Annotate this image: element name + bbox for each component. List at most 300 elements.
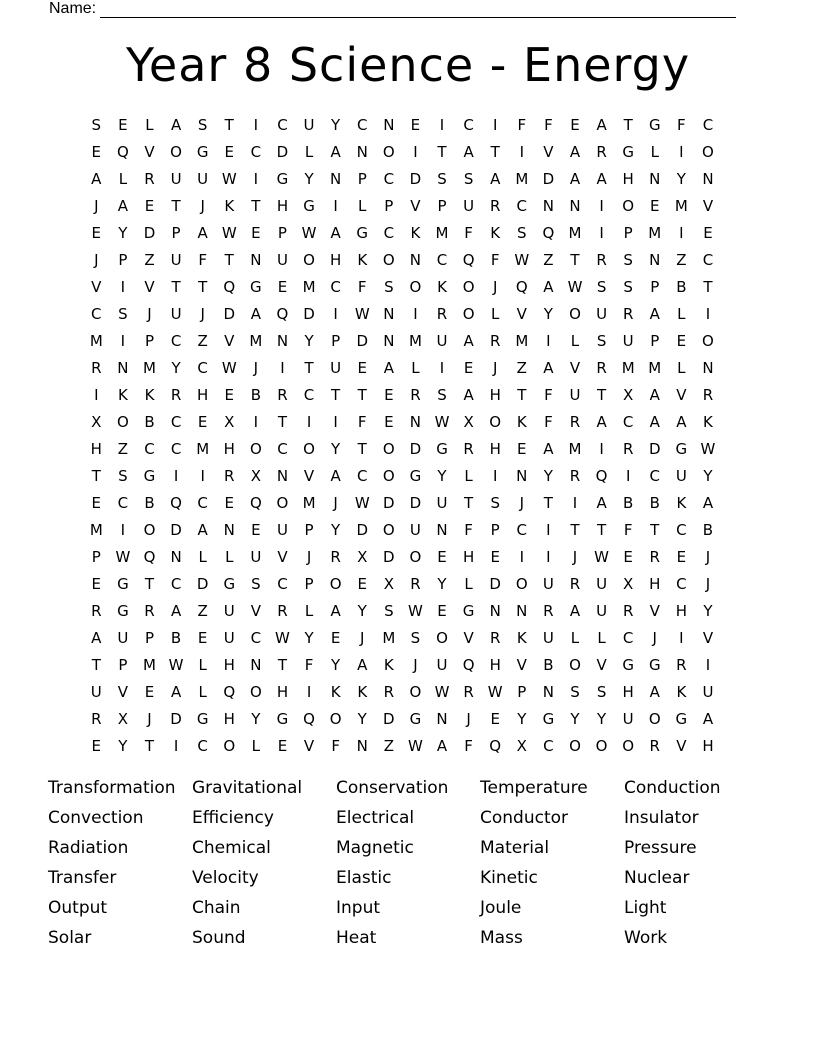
grid-letter: G xyxy=(356,224,369,242)
grid-letter: G xyxy=(196,143,209,161)
grid-letter: J xyxy=(306,548,312,566)
grid-letter: W xyxy=(221,224,237,242)
grid-letter: E xyxy=(224,386,234,404)
grid-letter: H xyxy=(702,737,714,755)
grid-letter: O xyxy=(329,575,342,593)
grid-letter: R xyxy=(410,575,421,593)
grid-letter: Y xyxy=(357,710,367,728)
grid-row xyxy=(83,220,721,247)
grid-letter: J xyxy=(705,548,711,566)
grid-letter: X xyxy=(224,413,235,431)
word-list-item: Nuclear xyxy=(624,868,690,888)
word-list-item: Magnetic xyxy=(336,838,414,858)
grid-letter: B xyxy=(144,494,155,512)
grid-letter: S xyxy=(596,278,607,296)
grid-letter: A xyxy=(649,413,660,431)
name-field[interactable] xyxy=(49,0,736,18)
grid-letter: T xyxy=(703,278,713,296)
grid-letter: A xyxy=(383,359,394,377)
grid-letter: T xyxy=(224,251,234,269)
grid-letter: D xyxy=(409,494,422,512)
grid-letter: E xyxy=(118,116,128,134)
grid-letter: A xyxy=(117,197,129,215)
grid-letter: J xyxy=(466,710,471,728)
grid-letter: Y xyxy=(331,440,341,458)
grid-letter: R xyxy=(596,251,607,269)
grid-letter: G xyxy=(223,575,236,593)
grid-letter: O xyxy=(622,737,635,755)
grid-letter: N xyxy=(250,656,262,674)
grid-letter: M xyxy=(249,332,263,350)
grid-letter: R xyxy=(144,170,155,188)
grid-letter: Y xyxy=(570,710,580,728)
grid-letter: N xyxy=(436,710,448,728)
grid-letter: G xyxy=(648,656,661,674)
grid-letter: J xyxy=(492,278,498,296)
grid-letter: N xyxy=(436,521,448,539)
grid-letter: L xyxy=(225,548,234,566)
grid-row xyxy=(83,490,721,517)
grid-letter: E xyxy=(197,629,208,647)
grid-letter: R xyxy=(622,602,634,620)
grid-letter: D xyxy=(143,224,156,242)
grid-letter: Y xyxy=(304,629,314,647)
grid-letter: W xyxy=(514,251,530,269)
grid-letter: H xyxy=(649,575,661,593)
grid-letter: C xyxy=(303,386,315,404)
grid-letter: F xyxy=(517,116,527,134)
grid-letter: T xyxy=(437,143,447,161)
grid-letter: R xyxy=(91,710,102,728)
grid-letter: E xyxy=(410,116,421,134)
grid-letter: P xyxy=(384,197,394,215)
grid-letter: T xyxy=(596,521,607,539)
grid-letter: Z xyxy=(197,332,208,350)
grid-letter: J xyxy=(413,656,418,674)
grid-letter: R xyxy=(489,629,501,647)
grid-letter: G xyxy=(276,170,289,188)
grid-letter: U xyxy=(170,305,182,323)
grid-letter: I xyxy=(333,305,338,323)
grid-letter: W xyxy=(354,305,370,323)
grid-letter: P xyxy=(357,170,367,188)
grid-row xyxy=(83,193,721,220)
grid-letter: J xyxy=(94,251,99,269)
grid-letter: I xyxy=(280,359,285,377)
grid-row xyxy=(83,679,721,706)
grid-letter: C xyxy=(330,278,341,296)
grid-letter: G xyxy=(143,467,156,485)
grid-letter: T xyxy=(171,278,181,296)
grid-letter: V xyxy=(224,332,235,350)
grid-letter: O xyxy=(303,440,315,458)
grid-letter: E xyxy=(91,575,102,593)
grid-letter: L xyxy=(304,143,314,161)
word-search-grid xyxy=(83,112,721,760)
grid-letter: Q xyxy=(515,278,528,296)
grid-letter: N xyxy=(223,521,235,539)
word-list-item: Kinetic xyxy=(480,868,538,888)
grid-letter: X xyxy=(516,737,527,755)
grid-letter: D xyxy=(170,710,182,728)
grid-letter: C xyxy=(170,575,182,593)
grid-letter: L xyxy=(491,305,500,323)
grid-letter: W xyxy=(168,656,184,674)
grid-letter: U xyxy=(90,683,102,701)
grid-letter: X xyxy=(250,467,261,485)
grid-letter: B xyxy=(649,494,660,512)
grid-letter: W xyxy=(221,359,237,377)
grid-letter: I xyxy=(120,332,126,350)
grid-letter: I xyxy=(625,467,631,485)
grid-letter: O xyxy=(702,332,714,350)
name-underline xyxy=(100,3,736,18)
grid-letter: U xyxy=(542,629,554,647)
grid-letter: F xyxy=(304,656,314,674)
grid-letter: G xyxy=(303,197,315,215)
grid-letter: Z xyxy=(383,737,394,755)
grid-letter: S xyxy=(197,116,208,134)
grid-letter: U xyxy=(569,386,581,404)
grid-letter: C xyxy=(436,251,448,269)
grid-letter: U xyxy=(117,629,129,647)
grid-letter: I xyxy=(253,170,259,188)
grid-letter: I xyxy=(120,278,126,296)
grid-letter: A xyxy=(543,359,554,377)
grid-letter: W xyxy=(594,548,609,566)
grid-letter: C xyxy=(622,413,634,431)
grid-letter: C xyxy=(170,332,182,350)
grid-letter: G xyxy=(409,467,422,485)
grid-letter: I xyxy=(253,413,259,431)
grid-letter: T xyxy=(144,575,155,593)
grid-letter: R xyxy=(330,548,341,566)
grid-letter: D xyxy=(648,440,661,458)
grid-letter: A xyxy=(463,332,474,350)
word-list-item: Material xyxy=(480,838,550,858)
grid-letter: H xyxy=(622,683,634,701)
grid-letter: U xyxy=(542,575,554,593)
grid-letter: V xyxy=(250,602,261,620)
grid-letter: V xyxy=(702,197,714,215)
grid-letter: I xyxy=(546,521,551,539)
grid-letter: A xyxy=(197,521,208,539)
grid-letter: G xyxy=(436,440,448,458)
grid-letter: U xyxy=(436,332,448,350)
grid-letter: S xyxy=(490,494,500,512)
grid-letter: R xyxy=(596,359,607,377)
grid-letter: I xyxy=(679,143,684,161)
grid-letter: T xyxy=(623,116,633,134)
grid-letter: K xyxy=(703,413,713,431)
grid-letter: Y xyxy=(676,170,686,188)
grid-letter: M xyxy=(435,224,449,242)
grid-letter: G xyxy=(276,710,289,728)
grid-letter: E xyxy=(650,197,660,215)
grid-letter: R xyxy=(596,143,607,161)
grid-letter: K xyxy=(144,386,155,404)
grid-row xyxy=(83,382,721,409)
grid-letter: M xyxy=(302,494,316,512)
grid-letter: G xyxy=(648,116,661,134)
grid-letter: N xyxy=(276,467,289,485)
grid-letter: E xyxy=(251,224,261,242)
grid-letter: G xyxy=(462,602,475,620)
grid-letter: O xyxy=(143,521,156,539)
grid-letter: H xyxy=(197,386,209,404)
grid-letter: P xyxy=(304,521,314,539)
grid-letter: U xyxy=(276,521,288,539)
grid-letter: S xyxy=(251,575,261,593)
grid-letter: I xyxy=(173,737,179,755)
grid-letter: R xyxy=(463,440,474,458)
grid-letter: P xyxy=(144,629,154,647)
grid-letter: Y xyxy=(304,332,314,350)
grid-letter: U xyxy=(223,629,235,647)
word-list-item: Gravitational xyxy=(192,778,303,798)
grid-row xyxy=(83,544,721,571)
grid-letter: J xyxy=(147,710,152,728)
grid-letter: O xyxy=(409,278,422,296)
grid-letter: D xyxy=(383,548,395,566)
grid-letter: D xyxy=(542,170,555,188)
grid-letter: E xyxy=(197,413,208,431)
grid-letter: R xyxy=(649,737,660,755)
grid-letter: U xyxy=(675,467,687,485)
grid-letter: W xyxy=(487,683,503,701)
grid-row xyxy=(83,247,721,274)
grid-letter: G xyxy=(675,710,688,728)
grid-letter: Q xyxy=(249,494,262,512)
word-list-item: Transfer xyxy=(48,868,117,888)
word-list-item: Heat xyxy=(336,928,377,948)
grid-letter: V xyxy=(463,629,474,647)
grid-letter: R xyxy=(463,683,474,701)
grid-letter: P xyxy=(650,332,660,350)
grid-letter: Y xyxy=(543,467,553,485)
word-list-item: Output xyxy=(48,898,108,918)
grid-letter: O xyxy=(116,413,129,431)
grid-letter: A xyxy=(543,278,554,296)
grid-letter: S xyxy=(410,629,421,647)
grid-letter: Z xyxy=(117,440,129,458)
grid-letter: H xyxy=(276,683,289,701)
word-list-item: Joule xyxy=(480,898,522,918)
grid-letter: C xyxy=(516,197,528,215)
grid-letter: C xyxy=(250,629,262,647)
word-list-item: Work xyxy=(624,928,668,948)
grid-letter: M xyxy=(568,440,582,458)
grid-letter: R xyxy=(277,602,288,620)
grid-letter: U xyxy=(622,332,634,350)
grid-letter: C xyxy=(516,521,528,539)
grid-letter: T xyxy=(464,494,474,512)
grid-row xyxy=(83,436,721,463)
grid-letter: E xyxy=(357,359,367,377)
grid-letter: I xyxy=(94,386,99,404)
grid-letter: Q xyxy=(542,224,555,242)
word-list-item: Electrical xyxy=(336,808,415,828)
grid-letter: F xyxy=(331,737,340,755)
grid-letter: E xyxy=(91,143,102,161)
grid-letter: I xyxy=(200,467,205,485)
grid-letter: Y xyxy=(437,575,447,593)
grid-letter: M xyxy=(143,359,156,377)
grid-letter: Q xyxy=(170,494,182,512)
grid-letter: O xyxy=(569,656,581,674)
grid-letter: C xyxy=(649,467,660,485)
grid-letter: C xyxy=(622,629,634,647)
grid-letter: K xyxy=(117,386,128,404)
grid-letter: M xyxy=(382,629,396,647)
grid-letter: K xyxy=(224,197,235,215)
grid-letter: E xyxy=(224,494,234,512)
grid-letter: H xyxy=(675,602,687,620)
grid-letter: W xyxy=(115,548,131,566)
grid-letter: H xyxy=(489,386,501,404)
grid-letter: D xyxy=(383,710,395,728)
grid-row xyxy=(83,652,721,679)
grid-letter: V xyxy=(702,629,714,647)
grid-letter: C xyxy=(197,494,208,512)
grid-letter: V xyxy=(277,548,288,566)
grid-row xyxy=(83,571,721,598)
grid-letter: Y xyxy=(543,305,553,323)
grid-letter: S xyxy=(623,251,633,269)
grid-letter: A xyxy=(569,602,581,620)
grid-letter: J xyxy=(147,305,152,323)
grid-row xyxy=(83,328,721,355)
grid-letter: T xyxy=(650,521,660,539)
grid-letter: R xyxy=(383,683,395,701)
grid-letter: N xyxy=(649,170,661,188)
grid-letter: G xyxy=(622,143,634,161)
grid-letter: O xyxy=(170,143,182,161)
grid-letter: Y xyxy=(118,737,128,755)
grid-letter: C xyxy=(383,224,395,242)
grid-letter: C xyxy=(277,116,288,134)
grid-letter: L xyxy=(198,656,207,674)
grid-letter: H xyxy=(223,656,235,674)
grid-letter: I xyxy=(519,143,525,161)
grid-letter: R xyxy=(489,332,501,350)
grid-letter: O xyxy=(382,440,395,458)
grid-letter: T xyxy=(91,656,101,674)
grid-letter: P xyxy=(517,683,527,701)
grid-letter: I xyxy=(333,413,338,431)
grid-letter: V xyxy=(117,683,129,701)
grid-letter: O xyxy=(648,710,661,728)
grid-letter: U xyxy=(622,710,634,728)
grid-letter: V xyxy=(516,656,527,674)
grid-letter: O xyxy=(329,710,342,728)
grid-letter: T xyxy=(543,494,553,512)
grid-letter: N xyxy=(250,251,262,269)
grid-letter: A xyxy=(91,170,102,188)
word-list-item: Convection xyxy=(48,808,144,828)
grid-letter: A xyxy=(569,170,581,188)
grid-letter: F xyxy=(544,116,553,134)
grid-letter: A xyxy=(170,602,182,620)
grid-letter: T xyxy=(91,467,101,485)
grid-letter: B xyxy=(543,656,554,674)
grid-letter: W xyxy=(700,440,716,458)
grid-letter: A xyxy=(596,413,607,431)
grid-letter: N xyxy=(276,332,289,350)
grid-letter: A xyxy=(436,737,448,755)
grid-letter: E xyxy=(623,548,633,566)
grid-letter: F xyxy=(544,386,553,404)
grid-letter: L xyxy=(118,170,128,188)
grid-letter: R xyxy=(649,548,660,566)
grid-letter: E xyxy=(570,116,580,134)
grid-letter: O xyxy=(223,737,236,755)
grid-letter: L xyxy=(464,467,473,485)
grid-letter: J xyxy=(94,197,99,215)
grid-letter: M xyxy=(648,224,662,242)
word-list-item: Elastic xyxy=(336,868,392,888)
word-list-item: Velocity xyxy=(192,868,259,888)
grid-letter: I xyxy=(333,197,338,215)
grid-letter: F xyxy=(464,224,473,242)
grid-letter: D xyxy=(409,170,422,188)
grid-row xyxy=(83,733,721,760)
grid-letter: P xyxy=(118,656,128,674)
grid-letter: M xyxy=(89,332,103,350)
grid-letter: P xyxy=(437,197,447,215)
grid-letter: O xyxy=(622,197,635,215)
grid-letter: U xyxy=(197,170,209,188)
grid-letter: A xyxy=(170,683,182,701)
grid-letter: G xyxy=(250,278,262,296)
grid-letter: L xyxy=(251,737,261,755)
grid-letter: E xyxy=(91,224,102,242)
grid-letter: A xyxy=(702,710,714,728)
grid-letter: O xyxy=(409,548,422,566)
grid-letter: Q xyxy=(116,143,129,161)
grid-letter: U xyxy=(170,170,182,188)
grid-letter: I xyxy=(519,548,525,566)
grid-letter: L xyxy=(411,359,420,377)
grid-letter: A xyxy=(702,494,714,512)
grid-letter: L xyxy=(570,629,580,647)
grid-letter: I xyxy=(120,521,126,539)
grid-letter: Q xyxy=(223,683,236,701)
grid-letter: K xyxy=(410,224,421,242)
grid-letter: C xyxy=(356,116,368,134)
grid-letter: V xyxy=(410,197,421,215)
word-list-item: Mass xyxy=(480,928,523,948)
grid-letter: H xyxy=(223,440,235,458)
grid-letter: C xyxy=(383,170,395,188)
grid-letter: N xyxy=(170,548,182,566)
grid-letter: S xyxy=(596,332,607,350)
grid-letter: J xyxy=(492,359,498,377)
grid-letter: B xyxy=(250,386,261,404)
grid-letter: G xyxy=(117,602,129,620)
grid-letter: U xyxy=(702,683,714,701)
grid-letter: N xyxy=(356,143,368,161)
grid-letter: P xyxy=(277,224,287,242)
grid-letter: E xyxy=(144,683,155,701)
grid-letter: Z xyxy=(516,359,527,377)
grid-letter: I xyxy=(599,224,604,242)
grid-letter: P xyxy=(171,224,181,242)
grid-letter: C xyxy=(250,143,262,161)
grid-letter: K xyxy=(676,494,687,512)
grid-letter: T xyxy=(331,386,341,404)
grid-letter: F xyxy=(490,251,500,269)
